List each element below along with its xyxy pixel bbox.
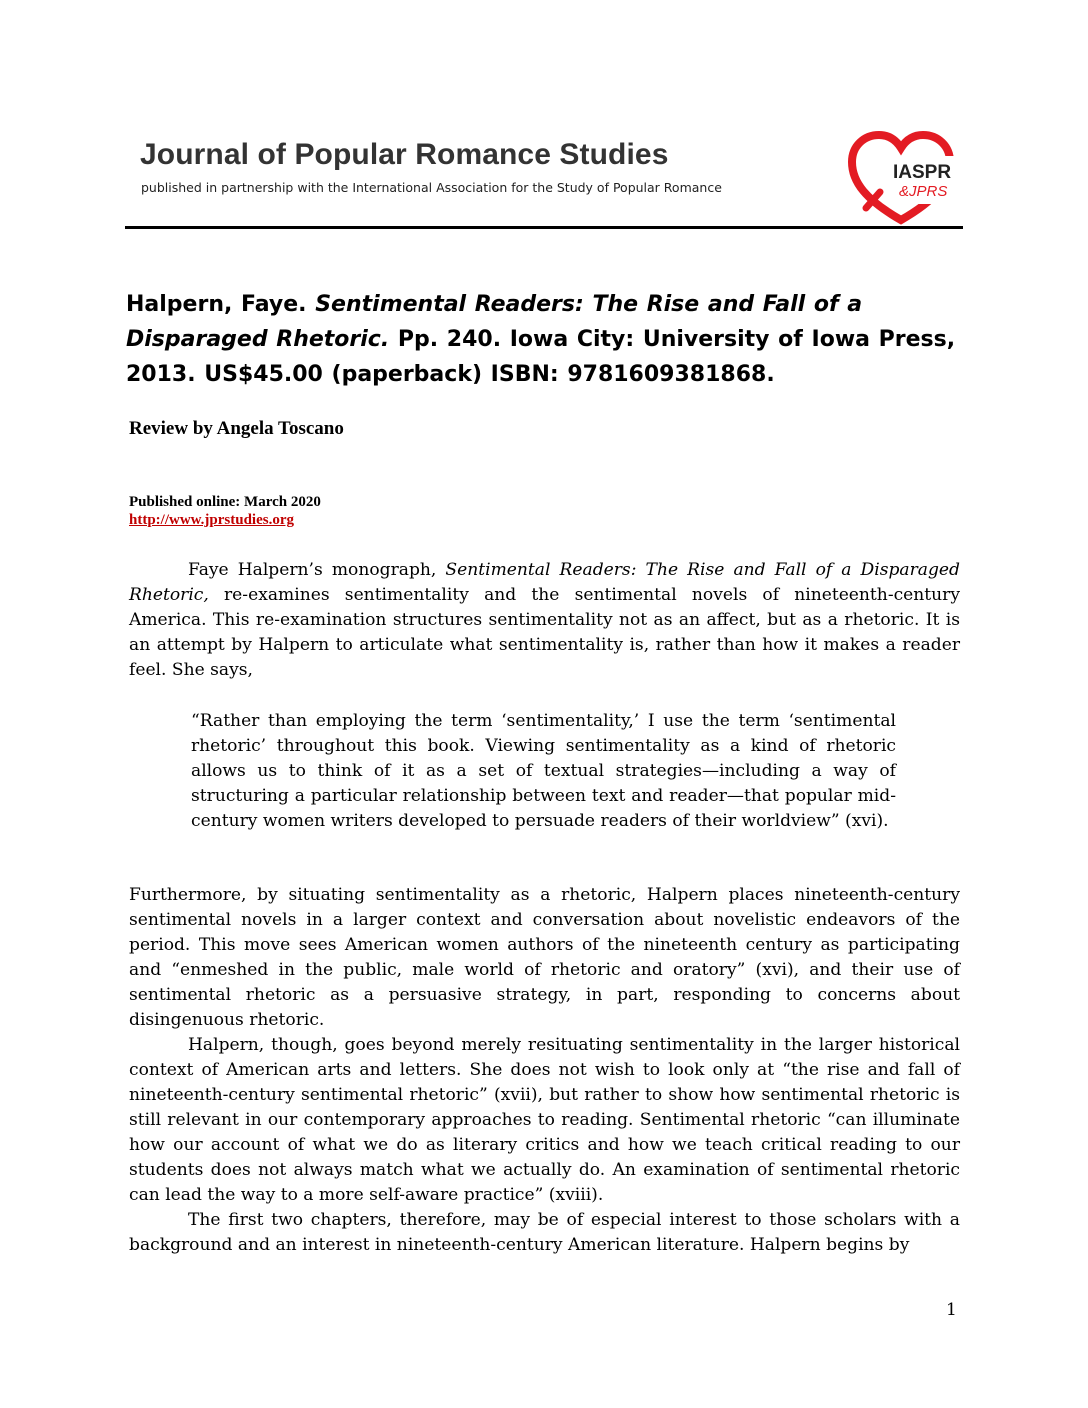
p1-text-start: Faye Halpern’s monograph, <box>188 560 446 580</box>
paragraph-2: Furthermore, by situating sentimentality as a rhetoric, Halpern places nineteenth-century sentimental novels in a larger context and conversation about novelistic endeavors of the period. This move sees American women authors of the nineteenth century as participating and “enmeshed in the public, male world of rhetoric and oratory” (xvi), and their use of sentimental rhetoric as a persuasive strategy, in part, responding to concerns about disingenuous rhetoric. <box>129 885 960 1030</box>
body-main <box>129 883 960 1258</box>
logo-text-jprs: &JPRS <box>899 183 948 200</box>
journal-title: Journal of Popular Romance Studies <box>140 138 669 171</box>
journal-link[interactable]: http://www.jprstudies.org <box>129 512 295 528</box>
header-rule <box>125 226 963 229</box>
paragraph-4: The first two chapters, therefore, may be of especial interest to those scholars with a background and an interest in nineteenth-century American literature. Halpern begins by <box>129 1210 960 1255</box>
book-citation <box>126 287 966 392</box>
journal-subtitle: published in partnership with the International Association for the Study of Popular Romance <box>141 180 722 195</box>
publication-info <box>129 493 321 529</box>
logo-text-iaspr: IASPR <box>893 162 952 183</box>
page-number: 1 <box>946 1300 957 1320</box>
reviewer-line: Review by Angela Toscano <box>129 418 344 439</box>
p1-book-title: Sentimental Readers: The Rise and Fall of a Disparaged Rhetoric, <box>129 560 960 605</box>
paragraph-1 <box>129 558 960 683</box>
citation-author: Halpern, Faye. <box>126 292 307 317</box>
published-date: Published online: March 2020 <box>129 494 321 510</box>
body-intro <box>129 558 960 683</box>
iaspr-heart-logo <box>846 130 956 230</box>
block-quote: “Rather than employing the term ‘sentimentality,’ I use the term ‘sentimental rhetoric’ throughout this book. Viewing sentimentality as a kind of rhetoric allows us to think of it as a set of textual strategies—including a way of structuring a particular relationship between text and reader—that popular mid-century women writers developed to persuade readers of their worldview” (xvi). <box>191 711 896 831</box>
citation-details: Pp. 240. Iowa City: University of Iowa Press, 2013. US$45.00 (paperback) ISBN: 9781609381868. <box>126 327 956 387</box>
citation-book-title: Sentimental Readers: The Rise and Fall of a Disparaged Rhetoric. <box>126 292 863 352</box>
p1-text-end: re-examines sentimentality and the sentimental novels of nineteenth-century America. This re-examination structures sentimentality not as an affect, but as a rhetoric. It is an attempt by Halpern to articulate what sentimentality is, rather than how it makes a reader feel. She says, <box>129 585 960 680</box>
paragraph-3: Halpern, though, goes beyond merely resituating sentimentality in the larger historical context of American arts and letters. She does not wish to look only at “the rise and fall of nineteenth-century sentimental rhetoric” (xvii), but rather to show how sentimental rhetoric is still relevant in our contemporary approaches to reading. Sentimental rhetoric “can illuminate how our account of what we do as literary critics and how we teach critical reading to our students does not always match what we actually do. An examination of sentimental rhetoric can lead the way to a more self-aware practice” (xviii). <box>129 1035 960 1205</box>
